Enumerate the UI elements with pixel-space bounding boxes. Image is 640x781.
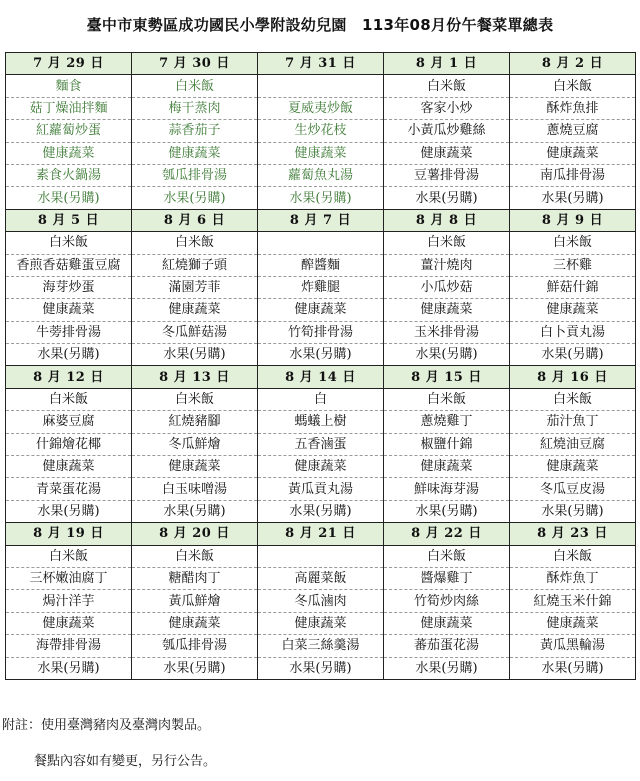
menu-item: 健康蔬菜 (384, 456, 510, 478)
menu-item: 香煎香菇雞蛋豆腐 (6, 254, 132, 276)
menu-item: 醬爆雞丁 (384, 567, 510, 589)
menu-item: 白米飯 (384, 232, 510, 254)
menu-item: 紅燒玉米什錦 (510, 590, 636, 612)
menu-row (6, 120, 636, 142)
menu-item: 酥炸魚排 (510, 97, 636, 119)
menu-item: 水果(另購) (258, 657, 384, 679)
menu-item: 紅蘿蔔炒蛋 (6, 120, 132, 142)
date-cell (384, 366, 510, 388)
menu-item: 海芽炒蛋 (6, 276, 132, 298)
menu-item: 健康蔬菜 (510, 142, 636, 164)
menu-item: 南瓜排骨湯 (510, 164, 636, 186)
menu-item: 五香滷蛋 (258, 433, 384, 455)
menu-item: 白米飯 (510, 545, 636, 567)
date-label: 8 月 2 日 (541, 56, 604, 72)
date-label: 8 月 6 日 (163, 212, 226, 228)
date-label: 8 月 23 日 (537, 526, 608, 542)
menu-row (6, 545, 636, 567)
menu-item: 瓠瓜排骨湯 (132, 164, 258, 186)
menu-item: 小瓜炒菇 (384, 276, 510, 298)
menu-item: 水果(另購) (384, 344, 510, 366)
menu-item: 炸雞腿 (258, 276, 384, 298)
date-label: 7 月 29 日 (33, 56, 104, 72)
menu-item: 鮮菇什錦 (510, 276, 636, 298)
date-label: 8 月 21 日 (285, 526, 356, 542)
menu-item: 醡醬麵 (258, 254, 384, 276)
menu-item: 健康蔬菜 (384, 142, 510, 164)
page-title: 臺中市東勢區成功國民小學附設幼兒園 113年08月份午餐菜單總表 (86, 16, 554, 34)
footnote-changes: 餐點內容如有變更，另行公告。 (34, 754, 217, 769)
menu-item: 水果(另購) (6, 500, 132, 522)
menu-item: 白米飯 (6, 388, 132, 410)
menu-item: 健康蔬菜 (384, 612, 510, 634)
menu-item: 健康蔬菜 (510, 456, 636, 478)
date-label: 7 月 30 日 (159, 56, 230, 72)
menu-item: 健康蔬菜 (258, 299, 384, 321)
menu-row (6, 232, 636, 254)
menu-item: 白米飯 (6, 232, 132, 254)
date-cell (384, 53, 510, 75)
menu-item: 白米飯 (510, 232, 636, 254)
menu-row (6, 456, 636, 478)
menu-item: 黃瓜黑輪湯 (510, 635, 636, 657)
menu-row (6, 187, 636, 209)
menu-item: 水果(另購) (132, 657, 258, 679)
menu-item: 滿園芳菲 (132, 276, 258, 298)
menu-item: 白米飯 (132, 232, 258, 254)
menu-item: 水果(另購) (132, 344, 258, 366)
menu-row (6, 411, 636, 433)
menu-item: 蘿蔔魚丸湯 (258, 164, 384, 186)
menu-item: 牛蒡排骨湯 (6, 321, 132, 343)
menu-row (6, 164, 636, 186)
menu-item: 白米飯 (132, 75, 258, 97)
menu-item: 水果(另購) (132, 187, 258, 209)
menu-item: 青菜蛋花湯 (6, 478, 132, 500)
menu-item: 蔥燒雞丁 (384, 411, 510, 433)
date-cell (132, 366, 258, 388)
menu-row (6, 433, 636, 455)
date-label: 8 月 14 日 (285, 369, 356, 385)
menu-item: 梅干蒸肉 (132, 97, 258, 119)
week-date-row (6, 523, 636, 545)
menu-item: 鮮味海芽湯 (384, 478, 510, 500)
menu-item: 健康蔬菜 (258, 612, 384, 634)
date-cell (6, 523, 132, 545)
menu-item: 菇丁燥油拌麵 (6, 97, 132, 119)
menu-item: 水果(另購) (258, 187, 384, 209)
week-date-row (6, 53, 636, 75)
date-cell (132, 209, 258, 231)
date-cell (258, 366, 384, 388)
menu-item: 健康蔬菜 (6, 612, 132, 634)
menu-item: 麵食 (6, 75, 132, 97)
menu-row (6, 612, 636, 634)
date-cell (132, 523, 258, 545)
menu-item: 白米飯 (132, 545, 258, 567)
menu-item: 水果(另購) (132, 500, 258, 522)
menu-row (6, 142, 636, 164)
date-cell (510, 366, 636, 388)
lunch-menu-table (5, 52, 636, 680)
menu-item: 冬瓜鮮燴 (132, 433, 258, 455)
menu-item: 瓠瓜排骨湯 (132, 635, 258, 657)
date-label: 8 月 22 日 (411, 526, 482, 542)
menu-item: 冬瓜滷肉 (258, 590, 384, 612)
menu-item: 白菜三絲羹湯 (258, 635, 384, 657)
menu-item (258, 75, 384, 97)
menu-item: 白米飯 (510, 388, 636, 410)
menu-item: 椒鹽什錦 (384, 433, 510, 455)
menu-item (258, 232, 384, 254)
date-cell (384, 523, 510, 545)
date-cell (258, 209, 384, 231)
menu-item: 玉米排骨湯 (384, 321, 510, 343)
date-label: 8 月 16 日 (537, 369, 608, 385)
menu-row (6, 635, 636, 657)
menu-item: 高麗菜飯 (258, 567, 384, 589)
menu-item: 白米飯 (384, 388, 510, 410)
menu-item: 健康蔬菜 (510, 612, 636, 634)
menu-item: 竹筍炒肉絲 (384, 590, 510, 612)
menu-row (6, 567, 636, 589)
menu-row (6, 657, 636, 679)
date-cell (258, 523, 384, 545)
menu-item: 白 (258, 388, 384, 410)
menu-item: 三杯雞 (510, 254, 636, 276)
menu-item: 麻婆豆腐 (6, 411, 132, 433)
date-cell (384, 209, 510, 231)
date-cell (6, 53, 132, 75)
menu-item: 健康蔬菜 (6, 456, 132, 478)
menu-item: 健康蔬菜 (258, 456, 384, 478)
date-label: 8 月 12 日 (33, 369, 104, 385)
menu-item: 水果(另購) (510, 344, 636, 366)
menu-row (6, 75, 636, 97)
menu-item: 健康蔬菜 (132, 456, 258, 478)
date-label: 8 月 15 日 (411, 369, 482, 385)
menu-item: 水果(另購) (384, 657, 510, 679)
menu-item: 糖醋肉丁 (132, 567, 258, 589)
menu-item: 客家小炒 (384, 97, 510, 119)
menu-row (6, 478, 636, 500)
menu-item: 豆薯排骨湯 (384, 164, 510, 186)
menu-row (6, 590, 636, 612)
menu-item: 健康蔬菜 (258, 142, 384, 164)
menu-item: 薑汁燒肉 (384, 254, 510, 276)
menu-item: 焗汁洋芋 (6, 590, 132, 612)
menu-item: 健康蔬菜 (132, 299, 258, 321)
footnote-pork: 附註：使用臺灣豬肉及臺灣肉製品。 (2, 718, 211, 733)
menu-row (6, 321, 636, 343)
menu-row (6, 299, 636, 321)
menu-item: 紅燒獅子頭 (132, 254, 258, 276)
menu-row (6, 276, 636, 298)
date-cell (6, 209, 132, 231)
menu-item: 生炒花枝 (258, 120, 384, 142)
menu-item: 水果(另購) (510, 187, 636, 209)
date-cell (510, 523, 636, 545)
week-date-row (6, 209, 636, 231)
menu-item: 紅燒豬腳 (132, 411, 258, 433)
menu-row (6, 97, 636, 119)
menu-item: 水果(另購) (6, 657, 132, 679)
menu-item: 健康蔬菜 (6, 299, 132, 321)
menu-item: 健康蔬菜 (132, 142, 258, 164)
menu-item: 冬瓜豆皮湯 (510, 478, 636, 500)
menu-item: 白米飯 (510, 75, 636, 97)
menu-row (6, 254, 636, 276)
date-cell (258, 53, 384, 75)
menu-row (6, 388, 636, 410)
menu-item: 海帶排骨湯 (6, 635, 132, 657)
menu-item: 水果(另購) (6, 187, 132, 209)
menu-item: 夏威夷炒飯 (258, 97, 384, 119)
menu-item: 紅燒油豆腐 (510, 433, 636, 455)
menu-item: 水果(另購) (258, 500, 384, 522)
date-label: 8 月 8 日 (415, 212, 478, 228)
menu-item: 健康蔬菜 (510, 299, 636, 321)
menu-item: 白米飯 (6, 545, 132, 567)
menu-item: 什錦燴花椰 (6, 433, 132, 455)
menu-item: 健康蔬菜 (384, 299, 510, 321)
date-cell (510, 53, 636, 75)
menu-item: 竹筍排骨湯 (258, 321, 384, 343)
menu-item: 蔥燒豆腐 (510, 120, 636, 142)
menu-item: 螞蟻上樹 (258, 411, 384, 433)
menu-row (6, 500, 636, 522)
date-label: 8 月 13 日 (159, 369, 230, 385)
menu-item: 水果(另購) (384, 187, 510, 209)
menu-row (6, 344, 636, 366)
menu-item: 小黃瓜炒雞絲 (384, 120, 510, 142)
menu-item: 健康蔬菜 (132, 612, 258, 634)
date-cell (132, 53, 258, 75)
date-cell (510, 209, 636, 231)
menu-item: 白玉味噌湯 (132, 478, 258, 500)
week-date-row (6, 366, 636, 388)
menu-item: 白卜貢丸湯 (510, 321, 636, 343)
menu-item: 蕃茄蛋花湯 (384, 635, 510, 657)
menu-item: 白米飯 (384, 75, 510, 97)
menu-item: 水果(另購) (384, 500, 510, 522)
menu-item: 素食火鍋湯 (6, 164, 132, 186)
menu-item: 三杯嫩油腐丁 (6, 567, 132, 589)
date-label: 8 月 7 日 (289, 212, 352, 228)
menu-item: 白米飯 (132, 388, 258, 410)
date-label: 8 月 5 日 (37, 212, 100, 228)
menu-item: 酥炸魚丁 (510, 567, 636, 589)
menu-item: 白米飯 (384, 545, 510, 567)
menu-item (258, 545, 384, 567)
menu-item: 水果(另購) (6, 344, 132, 366)
menu-item: 健康蔬菜 (6, 142, 132, 164)
menu-item: 冬瓜鮮菇湯 (132, 321, 258, 343)
menu-item: 水果(另購) (258, 344, 384, 366)
menu-item: 黃瓜貢丸湯 (258, 478, 384, 500)
date-label: 8 月 20 日 (159, 526, 230, 542)
date-label: 8 月 9 日 (541, 212, 604, 228)
date-label: 8 月 1 日 (415, 56, 478, 72)
menu-item: 黃瓜鮮燴 (132, 590, 258, 612)
menu-item: 茄汁魚丁 (510, 411, 636, 433)
menu-item: 水果(另購) (510, 657, 636, 679)
menu-item: 蒜香茄子 (132, 120, 258, 142)
date-cell (6, 366, 132, 388)
date-label: 8 月 19 日 (33, 526, 104, 542)
date-label: 7 月 31 日 (285, 56, 356, 72)
menu-item: 水果(另購) (510, 500, 636, 522)
